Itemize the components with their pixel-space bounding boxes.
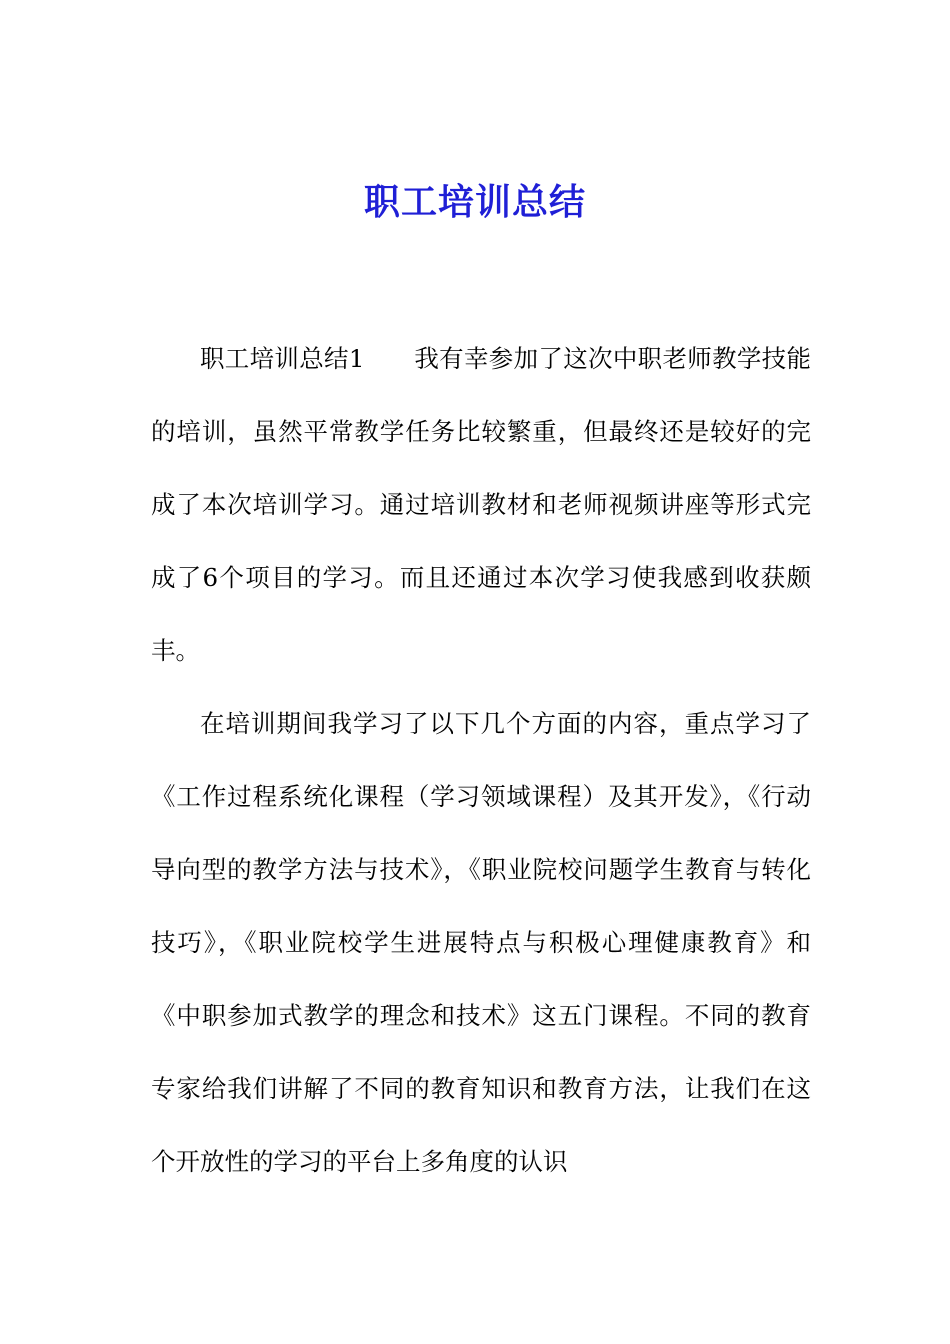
document-body	[151, 322, 811, 1198]
paragraph-2: 在培训期间我学习了以下几个方面的内容，重点学习了《工作过程系统化课程（学习领域课程）及其开发》，《行动导向型的教学方法与技术》，《职业院校问题学生教育与转化技巧》，《职业院校学生进展特点与积极心理健康教育》和《中职参加式教学的理念和技术》这五门课程。不同的教育专家给我们讲解了不同的教育知识和教育方法，让我们在这个开放性的学习的平台上多角度的认识	[151, 709, 811, 1176]
document-title: 职工培训总结	[363, 181, 586, 223]
paragraph-1: 职工培训总结1 我有幸参加了这次中职老师教学技能的培训，虽然平常教学任务比较繁重，但最终还是较好的完成了本次培训学习。通过培训教材和老师视频讲座等形式完成了6个项目的学习。而且还通过本次学习使我感到收获颇丰。	[151, 344, 811, 665]
